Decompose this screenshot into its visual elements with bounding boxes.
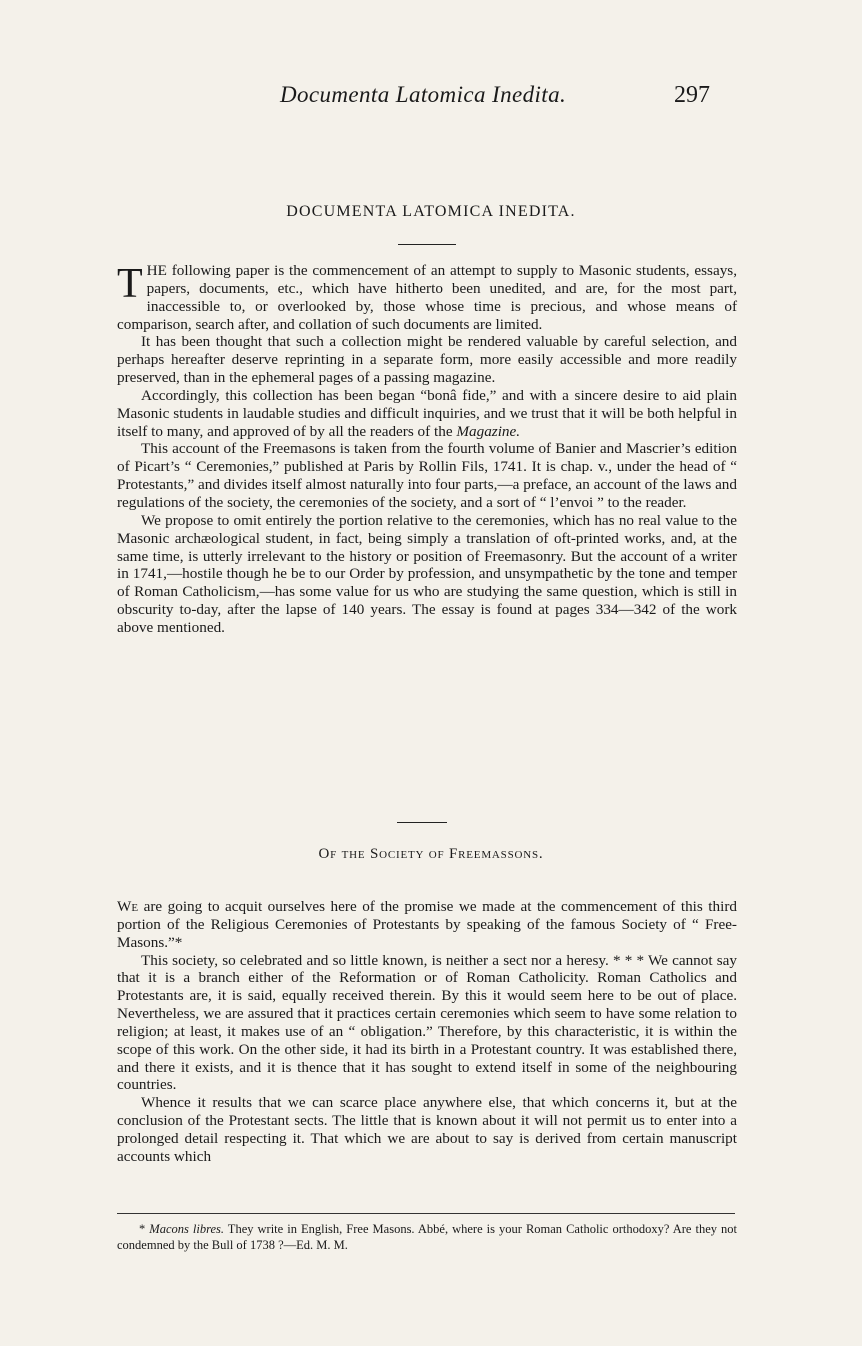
section-paragraph-3: Whence it results that we can scarce place anywhere else, that which concerns it, but at the conclusion of the Protestant sects. The little that is known about it will not permit us to enter into a prolonged detail respecting it. That which we are about to say is derived from certain manuscript accounts which [117,1094,737,1165]
freemasons-section [117,898,737,1166]
footnote-marker: * [139,1222,150,1236]
running-title: Documenta Latomica Inedita. [280,82,567,107]
intro-paragraph-3-text: Accordingly, this collection has been began “bonâ fide,” and with a sincere desire to aid plain Masonic students in laudable studies and difficult inquiries, and we trust that it will be both helpful in itself to many, and approved of by all the readers of the [117,386,737,440]
section-heading: Of the Society of Freemassons. [318,846,544,862]
section-paragraph-1-text: are going to acquit ourselves here of the promise we made at the commencement of this third portion of the Religious Ceremonies of Protestants by speaking of the famous Society of “ Free-Masons.”* [117,898,737,951]
article-title: DOCUMENTA LATOMICA INEDITA. [286,203,576,220]
page-number: 297 [674,82,710,108]
footnote-text [117,1222,737,1253]
intro-section [117,262,737,637]
running-head [0,82,862,118]
section-paragraph-2: This society, so celebrated and so little known, is neither a sect nor a heresy. * * * We cannot say that it is a branch either of the Reformation or of Roman Catholicity. Roman Catholics and Protestants are, it is said, equally received therein. By this it would seem here to be out of place. Nevertheless, we are assured that it practices certain ceremonies which seem to have some relation to religion; at least, it makes use of an “ obligation.” Therefore, by this characteristic, it is within the scope of this work. On the other side, it had its birth in a Protestant country. It was established there, and there it exists, and it is thence that it has sought to extend itself in some of the neighbouring countries. [117,951,737,1094]
section-rule [397,822,447,823]
intro-paragraph-1-text: HE following paper is the commencement of an attempt to supply to Masonic students, essays, papers, documents, etc., which have hitherto been unedited, and are, for the most part, inaccessible to, or overlooked by, those whose time is precious, and whose means of comparison, search after, and collation of such documents are limited. [117,262,737,333]
intro-paragraph-1 [117,262,737,333]
magazine-italic: Magazine. [456,422,521,440]
footnote [117,1222,737,1253]
intro-paragraph-2: It has been thought that such a collection might be rendered valuable by careful selection, and perhaps hereafter deserve reprinting in a separate form, more easily accessible and more readily preserved, than in the ephemeral pages of a passing magazine. [117,333,737,387]
section-paragraph-1 [117,898,737,952]
intro-paragraph-4: This account of the Freemasons is taken from the fourth volume of Banier and Mascrier’s edition of Picart’s “ Ceremonies,” published at Paris by Rollin Fils, 1741. It is chap. v., under the head of “ Protestants,” and divides itself almost naturally into four parts,—a preface, an account of the laws and regulations of the society, the ceremonies of the society, and a sort of “ l’envoi ” to the reader. [117,440,737,511]
intro-paragraph-5: We propose to omit entirely the portion relative to the ceremonies, which has no real value to the Masonic archæological student, in fact, being simply a translation of oft-printed works, and, at the same time, is utterly irrelevant to the history or position of Freemasonry. But the account of a writer in 1741,—hostile though he be to our Order by profession, and unsympathetic by the tone and temper of Roman Catholicism,—has some value for us who are studying the same question, which is still in obscurity to-day, after the lapse of 140 years. The essay is found at pages 334—342 of the work above mentioned. [117,511,737,636]
footnote-italic: Macons libres. [149,1222,225,1236]
intro-paragraph-3 [117,387,737,441]
drop-cap: T [117,261,143,307]
footnote-rule [117,1213,735,1214]
footnote-rest: They write in English, Free Masons. Abbé, where is your Roman Catholic orthodoxy? Are they not condemned by the Bull of 1738 ?—Ed. M. M. [117,1222,737,1252]
title-rule [398,244,456,245]
section-lead-word: We [117,898,139,915]
